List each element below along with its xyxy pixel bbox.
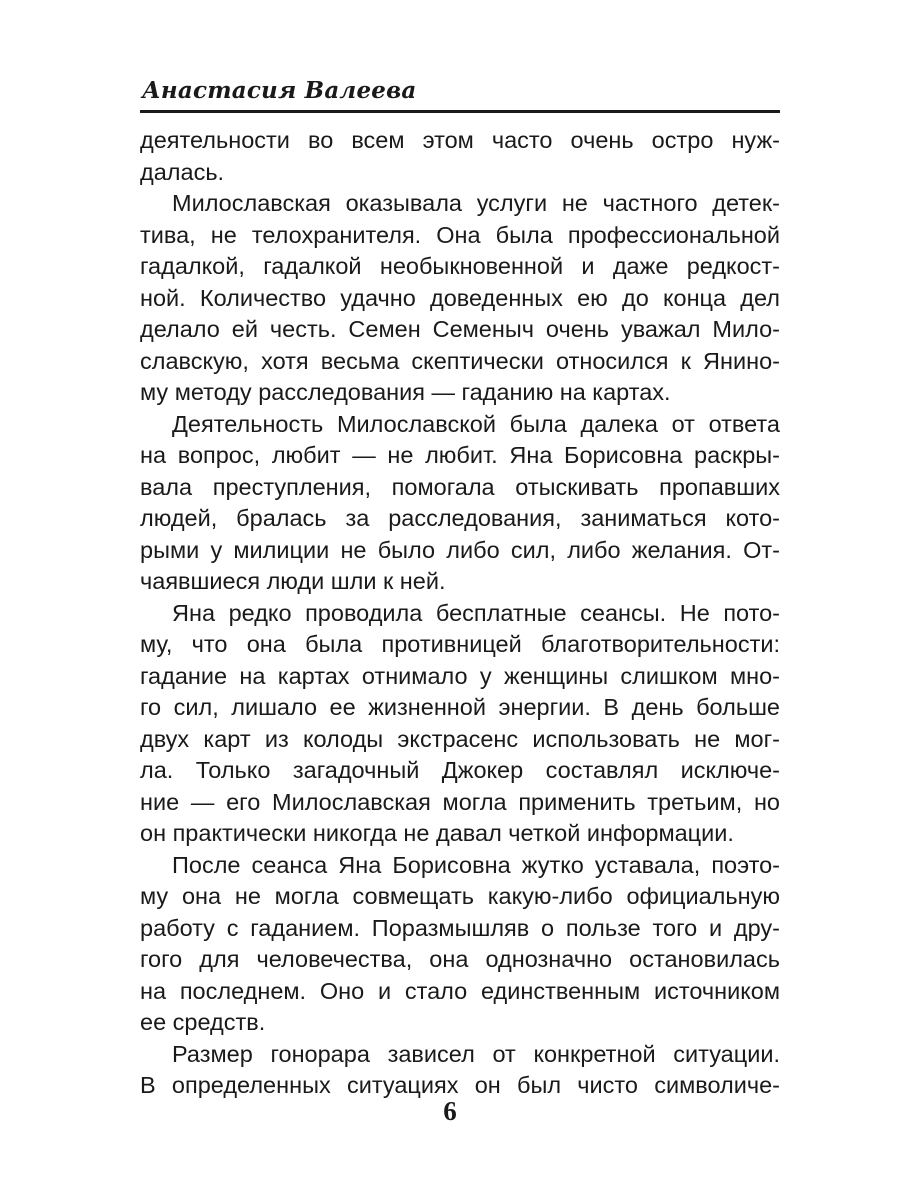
- text-line: гадание на картах отнимало у женщины слишком мно-: [140, 662, 780, 689]
- text-line: В определенных ситуациях он был чисто символиче-: [140, 1072, 780, 1098]
- body-text: [140, 125, 780, 1102]
- text-line: Деятельность Милославской была далека от ответа: [172, 410, 780, 437]
- text-line: славскую, хотя весьма скептически относился к Янино-: [140, 347, 780, 374]
- text-line: му она не могла совмещать какую-либо официальную: [140, 883, 780, 909]
- text-line: двух карт из колоды экстрасенс использовать не мог-: [140, 725, 780, 752]
- text-line: гадалкой, гадалкой необыкновенной и даже редкост-: [140, 253, 780, 279]
- author-name: Анастасия Валеева: [142, 77, 417, 104]
- text-line: рыми у милиции не было либо сил, либо желания. От-: [140, 536, 780, 563]
- text-line: му, что она была противницей благотворительности:: [140, 631, 780, 657]
- text-line: Размер гонорара зависел от конкретной ситуации.: [172, 1040, 780, 1067]
- paragraph: [140, 409, 780, 598]
- text-line: тива, не телохранителя. Она была профессиональной: [140, 221, 780, 248]
- paragraph: [140, 598, 780, 850]
- text-line: Милославская оказывала услуги не частного детек-: [172, 190, 780, 216]
- text-line: ее средств.: [140, 1009, 266, 1035]
- text-line: ние — его Милославская могла применить третьим, но: [140, 788, 780, 815]
- running-header: [140, 74, 780, 113]
- text-line: После сеанса Яна Борисовна жутко уставала, поэто-: [172, 851, 780, 878]
- text-line: он практически никогда не давал четкой информации.: [140, 820, 734, 846]
- text-line: му методу расследования — гаданию на картах.: [140, 379, 671, 405]
- text-line: на последнем. Оно и стало единственным источником: [140, 977, 780, 1004]
- paragraph: [140, 850, 780, 1039]
- text-line: гого для человечества, она однозначно остановилась: [140, 946, 780, 972]
- text-line: ной. Количество удачно доведенных ею до конца дел: [140, 284, 780, 311]
- paragraph: [140, 125, 780, 188]
- text-line: работу с гаданием. Поразмышляв о пользе того и дру-: [140, 914, 780, 941]
- text-line: ла. Только загадочный Джокер составлял исключе-: [140, 757, 780, 783]
- text-line: деятельности во всем этом часто очень остро нуж-: [140, 127, 780, 153]
- text-line: людей, бралась за расследования, заниматься кото-: [140, 505, 780, 531]
- text-line: го сил, лишало ее жизненной энергии. В день больше: [140, 694, 780, 720]
- text-line: Яна редко проводила бесплатные сеансы. Не пото-: [172, 599, 780, 626]
- text-line: далась.: [140, 158, 225, 185]
- text-line: на вопрос, любит — не любит. Яна Борисовна раскры-: [140, 442, 780, 468]
- text-line: вала преступления, помогала отыскивать пропавших: [140, 473, 780, 500]
- paragraph: [140, 1039, 780, 1102]
- paragraph: [140, 188, 780, 409]
- text-line: делало ей честь. Семен Семеныч очень уважал Мило-: [140, 316, 780, 342]
- text-line: чаявшиеся люди шли к ней.: [140, 568, 446, 594]
- page-number: 6: [443, 1096, 457, 1126]
